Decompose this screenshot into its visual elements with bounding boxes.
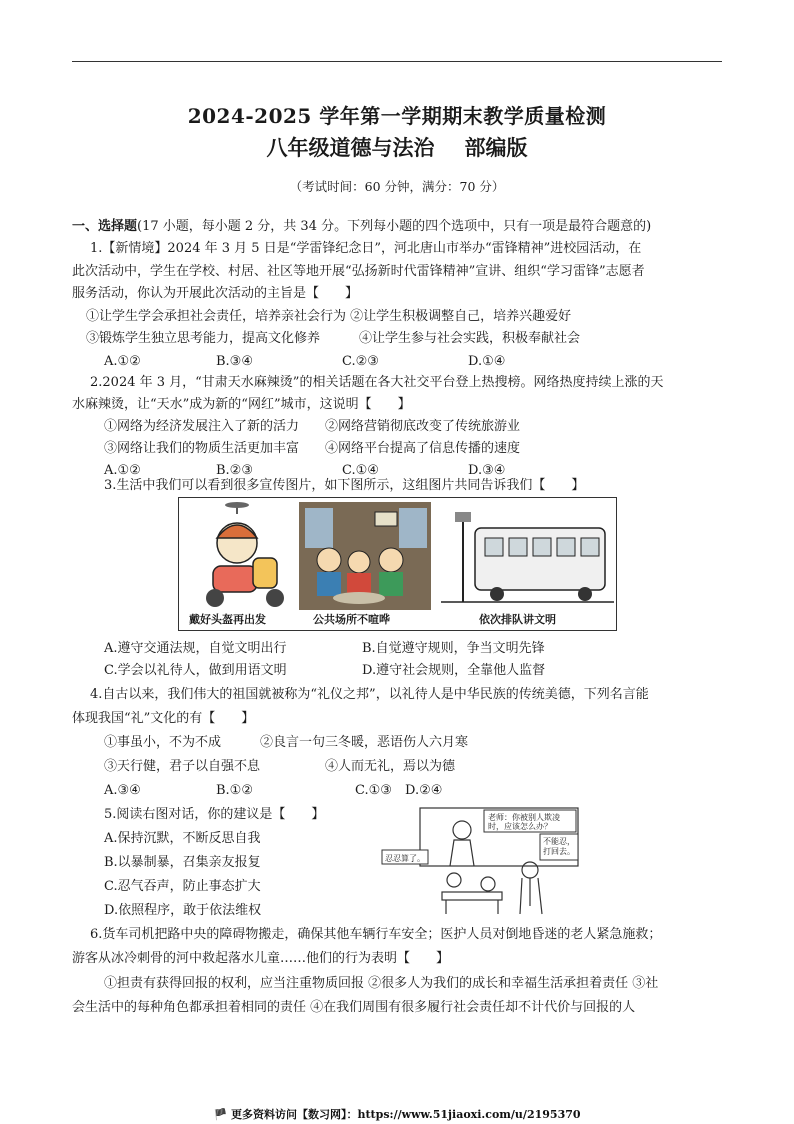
edition-name: 部编版 [464,135,528,160]
q4-line-1: 4.自古以来，我们伟大的祖国就被称为“礼仪之邦”，以礼待人是中华民族的传统美德，下列名言能 [90,687,649,702]
q2-option-d: D.③④ [468,463,506,478]
q5-option-c: C.忍气吞声，防止事态扩大 [104,879,261,894]
q1-line-1: 1.【新情境】2024 年 3 月 5 日是“学雷锋纪念日”，河北唐山市举办“雷锋精神”进校园活动，在 [90,241,642,256]
caption-public-place: 公共场所不喧哗 [313,613,390,626]
q4-option-c: C.①③ [355,783,392,798]
q3-picture-panel [178,497,617,631]
q1-option-b: B.③④ [216,354,253,369]
q4-line-2: 体现我国“礼”文化的有【 】 [72,711,255,726]
teacher-bubble: 老师：你被别人欺凌时，应该怎么办？ [488,813,560,831]
student-bubble-2: 不能忍，打回去。 [543,837,575,856]
q4-option-a: A.③④ [104,783,141,798]
q1-statement-1: ①让学生学会承担社会责任，培养亲社会行为 ②让学生积极调整自己，培养兴趣爱好 [86,309,572,324]
helmet-scooter-illustration [206,502,284,607]
q6-line-1: 6.货车司机把路中央的障碍物搬走，确保其他车辆行车安全；医护人员对倒地昏迷的老人紧急施救； [90,927,662,942]
q5-option-b: B.以暴制暴，召集亲友报复 [104,855,261,870]
q5-option-a: A.保持沉默，不断反思自我 [104,831,261,846]
q3-option-c: C.学会以礼待人，做到用语文明 [104,663,287,678]
q5-illustration [380,806,580,916]
q2-option-c: C.①④ [342,463,379,478]
q2-statement-1: ①网络为经济发展注入了新的活力 ②网络营销彻底改变了传统旅游业 [104,419,521,434]
q2-option-a: A.①② [104,463,141,478]
q1-option-a: A.①② [104,354,141,369]
caption-queue: 依次排队讲文明 [479,613,556,626]
q5-option-d: D.依照程序，敢于依法维权 [104,903,262,918]
subject-name: 八年级道德与法治 [266,135,435,160]
q3-option-b: B.自觉遵守规则，争当文明先锋 [362,641,545,656]
q3-option-d: D.遵守社会规则，全靠他人监督 [362,663,546,678]
exam-subject [0,132,794,162]
exam-info: （考试时间：60 分钟，满分：70 分） [289,179,505,194]
exam-title: 2024-2025 学年第一学期期末教学质量检测 [187,104,607,128]
q3-line-1: 3.生活中我们可以看到很多宣传图片，如下图所示，这组图片共同告诉我们【 】 [104,478,585,493]
q4-statement-2: ③天行健，君子以自强不息 ④人而无礼，焉以为德 [104,759,456,774]
q1-line-3: 服务活动，你认为开展此次活动的主旨是【 】 [72,286,359,301]
q1-line-2: 此次活动中，学生在学校、村居、社区等地开展“弘扬新时代雷锋精神”宣讲、组织“学习雷锋”志愿者 [72,264,645,279]
q2-statement-2: ③网络让我们的物质生活更加丰富 ④网络平台提高了信息传播的速度 [104,441,521,456]
q2-line-2: 水麻辣烫，让“天水”成为新的“网红”城市，这说明【 】 [72,397,411,412]
section-desc: (17 小题，每小题 2 分，共 34 分。下列每小题的四个选项中，只有一项是最符合题意的) [137,219,652,234]
q1-option-c: C.②③ [342,354,379,369]
caption-helmet: 戴好头盔再出发 [189,613,266,626]
section-title: 一、选择题 [72,219,138,234]
q2-line-1: 2.2024 年 3 月，“甘肃天水麻辣烫”的相关话题在各大社交平台登上热搜榜。网络热度持续上涨的天 [90,375,664,390]
q1-statement-2: ③锻炼学生独立思考能力，提高文化修养 ④让学生参与社会实践，积极奉献社会 [86,331,581,346]
q6-statement-1: ①担责有获得回报的权利，应当注重物质回报 ②很多人为我们的成长和幸福生活承担着责任 ③社 [104,976,659,991]
q5-line-1: 5.阅读右图对话，你的建议是【 】 [104,807,325,822]
q4-statement-1: ①事虽小，不为不成 ②良言一句三冬暖，恶语伤人六月寒 [104,735,469,750]
q6-statement-2: 会生活中的每种角色都承担着相同的责任 ④在我们周围有很多履行社会责任却不计代价与回报的人 [72,1000,636,1015]
q6-line-2: 游客从冰冷刺骨的河中救起落水儿童……他们的行为表明【 】 [72,951,450,966]
q4-option-b: B.①② [216,783,253,798]
section-heading [72,218,651,236]
q3-option-a: A.遵守交通法规，自觉文明出行 [104,641,287,656]
top-rule [72,61,722,62]
student-bubble-1: 忍忍算了。 [385,854,425,863]
footer-link[interactable]: 🏴 更多资料访问【数习网】：https://www.51jiaoxi.com/u/2195370 [213,1108,581,1121]
q4-option-d: D.②④ [405,783,443,798]
q2-option-b: B.②③ [216,463,253,478]
bus-queue-illustration [441,512,614,602]
q1-option-d: D.①④ [468,354,506,369]
